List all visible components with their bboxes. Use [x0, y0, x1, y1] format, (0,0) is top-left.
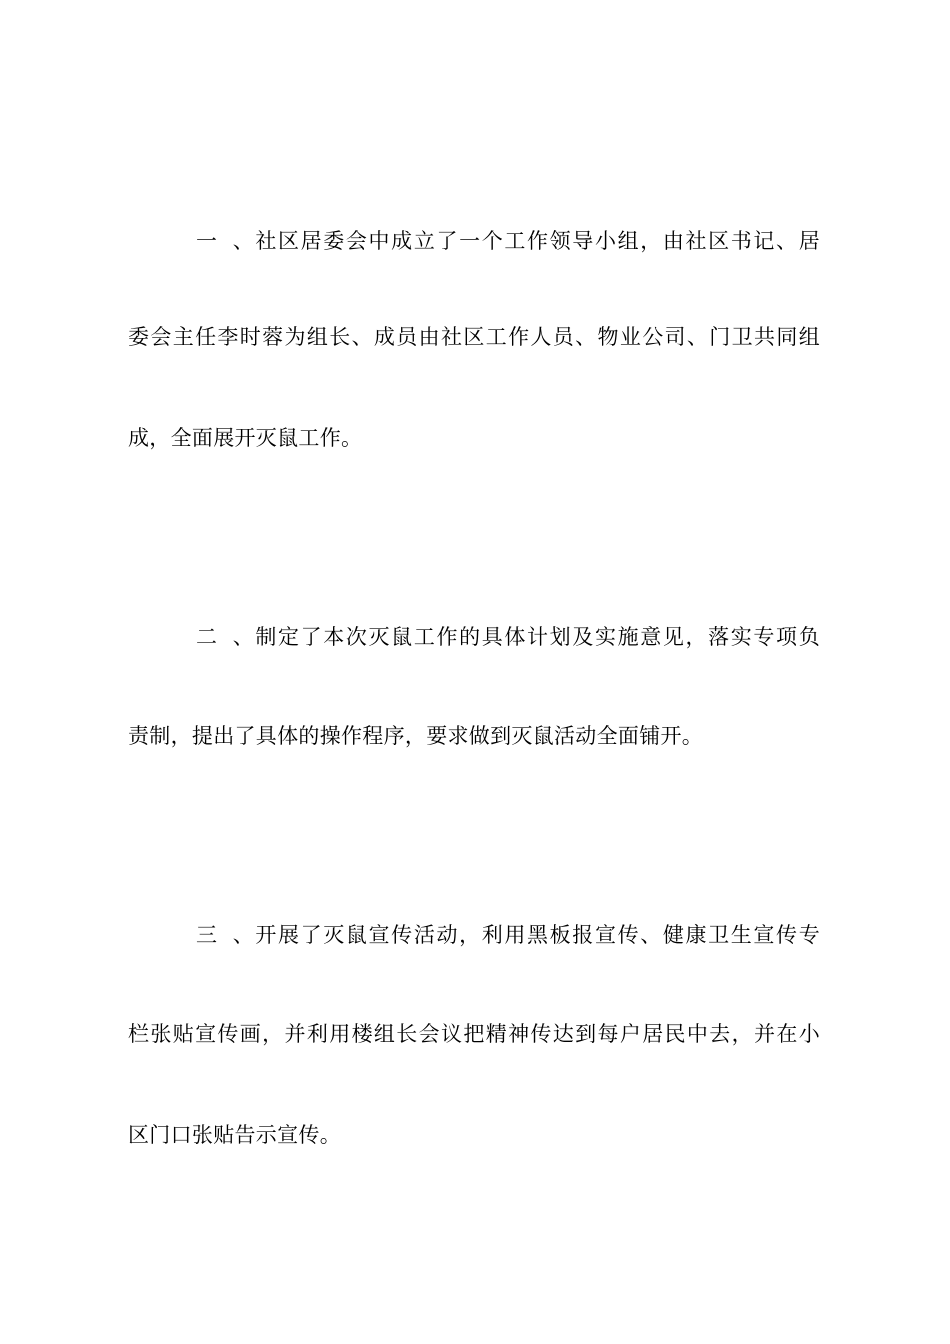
paragraph-line: 委会主任李时蓉为组长、成员由社区工作人员、物业公司、门卫共同组 — [128, 325, 820, 349]
section-marker: 一、 — [196, 229, 254, 253]
paragraph-line: 区门口张贴告示宣传。 — [128, 1123, 341, 1147]
section-marker: 三、 — [196, 923, 254, 947]
paragraph-line — [196, 622, 820, 652]
section-marker: 二、 — [196, 625, 254, 649]
line-text: 制定了本次灭鼠工作的具体计划及实施意见，落实专项负 — [254, 625, 820, 649]
line-text: 社区居委会中成立了一个工作领导小组，由社区书记、居 — [254, 229, 820, 253]
paragraph-line: 栏张贴宣传画，并利用楼组长会议把精神传达到每户居民中去，并在小 — [128, 1022, 820, 1046]
line-text: 开展了灭鼠宣传活动，利用黑板报宣传、健康卫生宣传专 — [254, 923, 820, 947]
paragraph-line — [196, 226, 820, 256]
paragraph-line — [196, 920, 820, 950]
paragraph-line: 成，全面展开灭鼠工作。 — [128, 426, 363, 450]
paragraph-line: 责制，提出了具体的操作程序，要求做到灭鼠活动全面铺开。 — [128, 724, 704, 748]
